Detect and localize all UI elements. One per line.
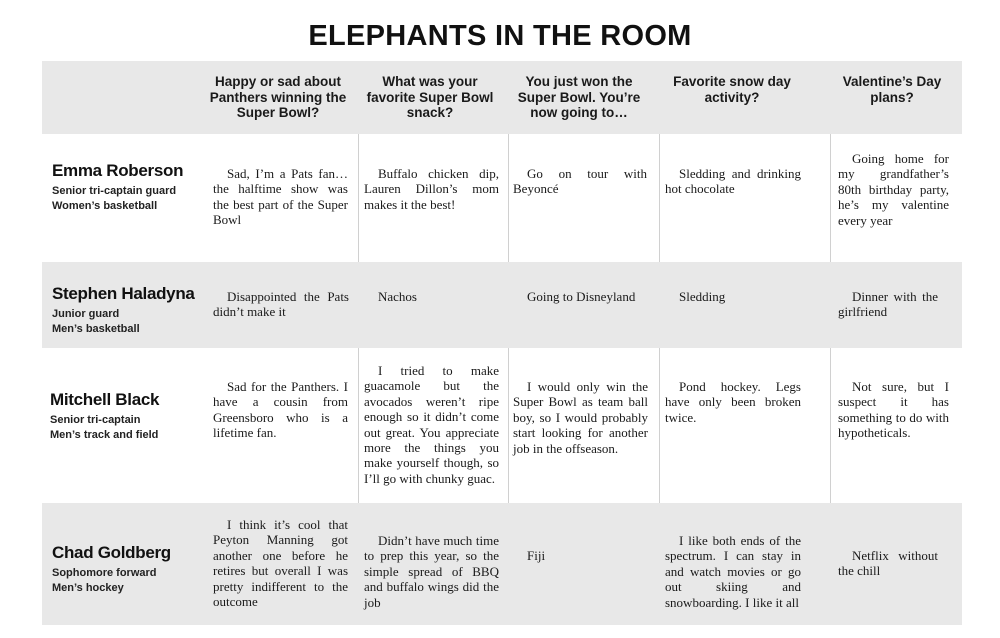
column-divider	[659, 134, 660, 262]
person-team: Men’s basketball	[52, 323, 140, 335]
person-name: Stephen Haladyna	[52, 284, 195, 303]
table-row	[42, 348, 962, 503]
answer-cell: I tried to make guacamole but the avocados weren’t ripe enough so it didn’t come out great. You appreciate more the things you make yourself though, so I’ll go with chunky guac.	[364, 363, 499, 486]
person-info	[52, 161, 202, 214]
answer-cell: Going to Disneyland	[527, 289, 636, 304]
column-divider	[508, 348, 509, 503]
question-header: You just won the Super Bowl. You’re now going to…	[517, 74, 641, 120]
answer-cell: Dinner with the girlfriend	[838, 289, 938, 320]
question-header: Valentine’s Day plans?	[842, 74, 942, 105]
person-info	[52, 284, 202, 337]
column-divider	[508, 134, 509, 262]
table-row	[42, 262, 962, 348]
person-name: Emma Roberson	[52, 161, 184, 180]
answer-cell: Go on tour with Beyoncé	[513, 166, 647, 197]
answer-cell: I think it’s cool that Peyton Manning got another one before he retires but overall I was pretty indifferent to the outcome	[213, 517, 348, 610]
answer-cell: Disappointed the Pats didn’t make it	[213, 289, 349, 320]
person-role: Senior tri-captain guard	[52, 185, 177, 197]
question-header: What was your favorite Super Bowl snack?	[366, 74, 494, 120]
question-header: Happy or sad about Panthers winning the Super Bowl?	[209, 74, 347, 120]
answer-cell: I would only win the Super Bowl as team ball boy, so I would probably start looking for another job in the offseason.	[513, 379, 648, 456]
question-header: Favorite snow day activity?	[673, 74, 791, 105]
person-name: Mitchell Black	[50, 390, 160, 409]
answer-cell: Pond hockey. Legs have only been broken twice.	[665, 379, 801, 425]
answer-cell: Not sure, but I suspect it has something to do with hypotheticals.	[838, 379, 949, 441]
person-info	[50, 390, 200, 443]
answer-cell: Sad for the Panthers. I have a cousin from Greensboro who is a lifetime fan.	[213, 379, 348, 441]
column-divider	[830, 134, 831, 262]
column-divider	[358, 348, 359, 503]
answer-cell: Nachos	[378, 289, 417, 304]
person-info	[52, 543, 202, 596]
person-name: Chad Goldberg	[52, 543, 171, 562]
person-role: Senior tri-captain	[50, 414, 141, 426]
answer-cell: Didn’t have much time to prep this year, so the simple spread of BBQ and buffalo wings did the job	[364, 533, 499, 610]
table-row	[42, 134, 962, 262]
answer-cell: I like both ends of the spectrum. I can stay in and watch movies or go out skiing and snowboarding. I like it all	[665, 533, 801, 610]
person-team: Men’s hockey	[52, 582, 124, 594]
answer-cell: Going home for my grandfather’s 80th birthday party, he’s my valentine every year	[838, 151, 949, 228]
person-team: Women’s basketball	[52, 200, 158, 212]
column-divider	[830, 348, 831, 503]
column-divider	[659, 348, 660, 503]
person-team: Men’s track and field	[50, 429, 159, 441]
page-title: ELEPHANTS IN THE ROOM	[308, 20, 692, 52]
person-role: Sophomore forward	[52, 567, 157, 579]
header-row	[42, 61, 962, 134]
answer-cell: Sledding	[679, 289, 726, 304]
answer-cell: Sad, I’m a Pats fan… the halftime show was the best part of the Super Bowl	[213, 166, 348, 228]
answer-cell: Fiji	[527, 548, 546, 563]
answer-cell: Buffalo chicken dip, Lauren Dillon’s mom makes it the best!	[364, 166, 499, 212]
answer-cell: Sledding and drinking hot chocolate	[665, 166, 801, 197]
column-divider	[358, 134, 359, 262]
person-role: Junior guard	[52, 308, 120, 320]
answer-cell: Netflix without the chill	[838, 548, 938, 579]
table-row	[42, 503, 962, 625]
